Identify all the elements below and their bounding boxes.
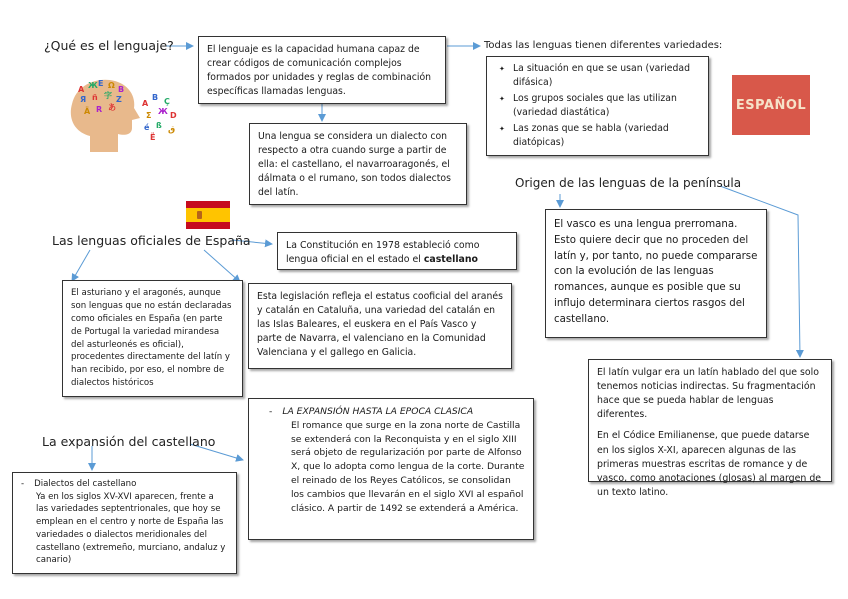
dialect-definition-box [249,123,467,205]
cooficiales-text: Esta legislación refleja el estatus cooficial del aranés y catalán en Cataluña, una variedad del catalán en las Islas Baleares, el euskera en el País Vasco y parte de Navarra, el valenciano en la Comunidad Valenciana y el gallego en Galicia. [257,291,503,358]
dialectos-text: Ya en los siglos XV-XVI aparecen, frente a las variedades septentrionales, que hoy se emplean en el centro y norte de España las variedades o dialectos meridionales del castellano (extremeño, murciano, andaluz y canario) [36,491,226,566]
espanol-badge [732,75,810,135]
origen-title: Origen de las lenguas de la península [515,176,742,190]
svg-text:A: A [78,85,85,94]
oficiales-title: Las lenguas oficiales de España [52,233,251,248]
svg-text:Ω: Ω [108,81,115,90]
svg-text:B: B [118,85,125,94]
dialectos-box [12,472,237,574]
svg-text:Z: Z [116,95,122,104]
list-item: ✦ Los grupos sociales que las utilizan (variedad diastática) [513,92,700,120]
castellano-bold: castellano [423,254,478,266]
dialectos-head-text: Dialectos del castellano [34,479,137,489]
cooficiales-box [248,283,512,369]
language-definition-text: El lenguaje es la capacidad humana capaz de crear códigos de comunicación complejos formados por unidades y reglas de combinación específicas llamadas lenguas. [207,44,432,97]
svg-text:字: 字 [104,91,112,100]
asturiano-box [62,280,243,397]
svg-text:ß: ß [156,121,162,130]
expansion-title: La expansión del castellano [42,434,216,449]
language-definition-box [198,36,446,104]
svg-text:Я: Я [80,95,87,104]
svg-text:D: D [170,111,177,120]
svg-text:Ё: Ё [150,133,156,142]
svg-text:Ж: Ж [88,81,98,90]
svg-text:é: é [144,123,150,132]
question-what-is-language: ¿Qué es el lenguaje? [44,38,174,53]
svg-text:A: A [142,99,149,108]
svg-text:E: E [98,79,104,88]
list-item: ✦ La situación en que se usan (variedad difásica) [513,62,700,90]
clasica-box [248,398,534,540]
svg-text:Ç: Ç [164,97,170,106]
arrow-oficiales-asturiano [72,250,90,281]
vasco-text: El vasco es una lengua prerromana. Esto quiere decir que no proceden del latín y, por tanto, no puede compararse con la evolución de las lenguas romances, aunque es posible que su influjo determinara ciertos rasgos del castellano. [554,219,758,325]
variedades-box [486,56,709,156]
arrow-oficiales-cooficiales [204,250,240,282]
svg-text:B: B [152,93,159,102]
latin-vulgar-box [588,359,832,498]
constitucion-box [277,232,517,270]
constitucion-text: La Constitución en 1978 estableció como lengua oficial en el estado el castellano [286,240,480,266]
variedades-title: Todas las lenguas tienen diferentes variedades: [484,40,723,51]
clasica-header: - LA EXPANSIÓN HASTA LA EPOCA CLASICA [269,406,474,417]
clasica-text: El romance que surge en la zona norte de Castilla se extenderá con la Reconquista y en el siglo XIII será objeto de regularización por parte de Alfonso X, que lo adopta como lengua de la corte. Durante el reinado de los Reyes Católicos, se consolidan los cambios que llevarán en el siglo XVI al español clásico. A partir de 1492 se extenderá a América. [291,419,525,514]
svg-text:Ж: Ж [158,107,168,116]
latin-vulgar-text: El latín vulgar era un latín hablado del que solo tenemos noticias indirectas. Su fragmentación hace que se pueda hablar de lenguas diferentes. [597,367,820,421]
svg-text:ñ: ñ [92,93,98,102]
speaking-head-illustration [60,74,180,154]
svg-text:Ä: Ä [84,107,91,116]
codice-emilianense-text: En el Códice Emilianense, que puede datarse en los siglos X-XI, aparecen algunas de las primeras muestras escritas de romance y de vasco, como anotaciones (glosas) al margen de un texto latino. [597,430,822,498]
variedades-list [495,62,700,150]
spain-flag [186,201,230,229]
svg-text:ق: ق [168,125,176,134]
asturiano-text: El asturiano y el aragonés, aunque son lenguas que no están declaradas como oficiales en España (en parte de Portugal la variedad mirandesa del asturleonés es oficial), procedentes directamente del latín y han recibido, por eso, el nombre de dialectos históricos [71,288,232,389]
svg-text:あ: あ [108,103,116,112]
dialect-definition-text: Una lengua se considera un dialecto con respecto a otra cuando surge a partir de ella: el castellano, el navarroaragonés, el dálmata o el rumano, son todos dialectos del latín. [258,131,451,198]
espanol-badge-text: ESPAÑOL [735,97,807,113]
list-item: ✦ Las zonas que se habla (variedad diatópicas) [513,122,700,150]
svg-text:Σ: Σ [146,111,152,120]
dialectos-header: - Dialectos del castellano [21,479,137,489]
vasco-box [545,209,767,338]
clasica-head-text: LA EXPANSIÓN HASTA LA EPOCA CLASICA [282,406,474,417]
svg-text:R: R [96,105,103,114]
